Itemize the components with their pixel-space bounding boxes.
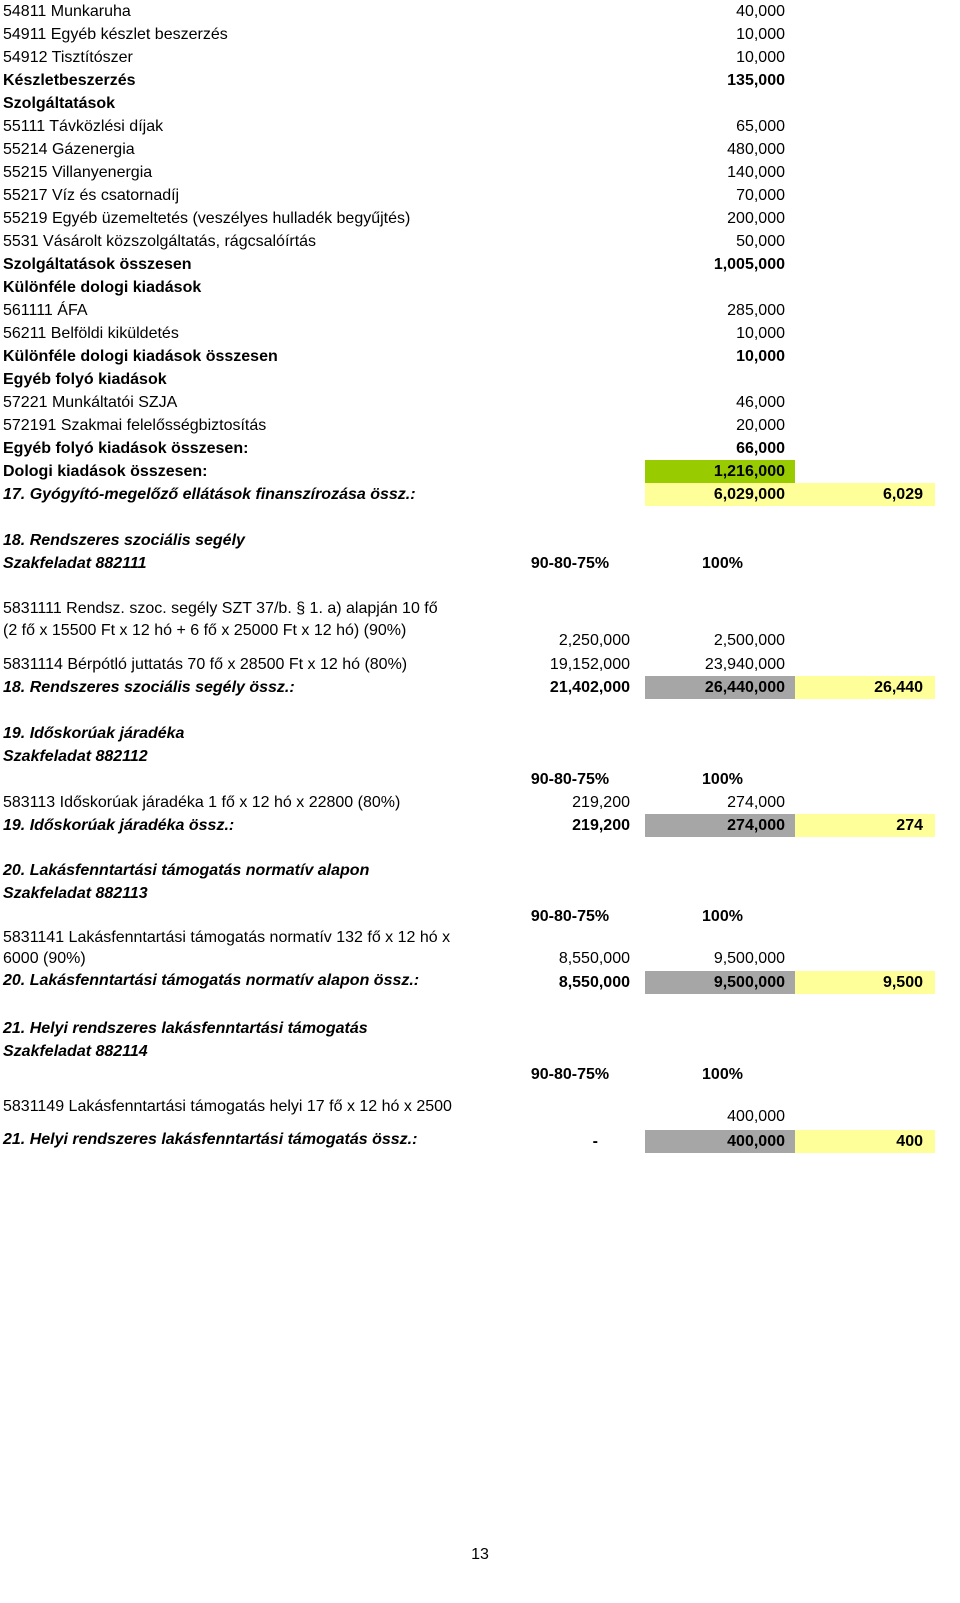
row-value: 10,000 <box>736 325 785 342</box>
table-row <box>0 230 960 253</box>
row-label: 17. Gyógyító-megelőző ellátások finanszírozása össz.: <box>3 486 416 503</box>
subtotal-row <box>0 345 960 368</box>
row-label-line2: 6000 (90%) <box>3 950 86 967</box>
row-label-line1: 5831111 Rendsz. szoc. segély SZT 37/b. § 1. a) alapján 10 fő <box>3 600 438 617</box>
row-value: 135,000 <box>727 72 785 89</box>
row-label: 20. Lakásfenntartási támogatás normatív alapon össz.: <box>3 972 420 989</box>
column-header: 90-80-75% <box>530 1066 610 1083</box>
row-value: 19,152,000 <box>549 656 630 673</box>
row-value: 274,000 <box>727 794 785 811</box>
column-header: 100% <box>702 771 743 788</box>
column-header: 100% <box>702 1066 743 1083</box>
row-value: 274,000 <box>727 817 785 834</box>
row-label: Különféle dologi kiadások összesen <box>3 348 278 365</box>
row-value-thousands: 9,500 <box>882 974 923 991</box>
table-row <box>0 391 960 414</box>
row-value: 26,440,000 <box>704 679 785 696</box>
row-value: 1,005,000 <box>713 256 785 273</box>
row-value-thousands: 26,440 <box>874 679 923 696</box>
row-label: 54912 Tisztítószer <box>3 49 133 66</box>
row-label: Dologi kiadások összesen: <box>3 463 208 480</box>
row-value: 480,000 <box>727 141 785 158</box>
row-value: 8,550,000 <box>558 974 630 991</box>
section-total-row <box>0 971 960 994</box>
row-label: 55219 Egyéb üzemeltetés (veszélyes hulladék begyűjtés) <box>3 210 411 227</box>
row-value: 46,000 <box>736 394 785 411</box>
row-label: 5831114 Bérpótló juttatás 70 fő x 28500 Ft x 12 hó (80%) <box>3 656 408 673</box>
total-row <box>0 460 960 483</box>
table-row <box>0 927 960 971</box>
row-label: 5531 Vásárolt közszolgáltatás, rágcsalóírtás <box>3 233 317 250</box>
row-value: 10,000 <box>736 348 785 365</box>
table-row <box>0 791 960 814</box>
table-row <box>0 184 960 207</box>
section-header-row <box>0 552 960 575</box>
szakfeladat-label: Szakfeladat 882113 <box>3 885 148 902</box>
row-label: 56211 Belföldi kiküldetés <box>3 325 179 342</box>
szakfeladat-label: Szakfeladat 882112 <box>3 748 148 765</box>
row-value-thousands: 400 <box>896 1133 923 1150</box>
row-value: 2,250,000 <box>558 632 630 649</box>
section-total-row <box>0 814 960 837</box>
row-label: 54911 Egyéb készlet beszerzés <box>3 26 228 43</box>
row-value: 219,200 <box>572 817 630 834</box>
section-header-row <box>0 768 960 791</box>
szakfeladat-label: Szakfeladat 882111 <box>3 555 147 572</box>
row-value: 66,000 <box>736 440 785 457</box>
row-value: 400,000 <box>727 1133 785 1150</box>
subtotal-row <box>0 69 960 92</box>
row-value: 50,000 <box>736 233 785 250</box>
table-row <box>0 46 960 69</box>
row-label: 55215 Villanyenergia <box>3 164 153 181</box>
table-row <box>0 653 960 676</box>
column-header: 90-80-75% <box>530 555 610 572</box>
row-label: 55111 Távközlési díjak <box>3 118 164 135</box>
row-value: 65,000 <box>736 118 785 135</box>
row-label: 54811 Munkaruha <box>3 3 131 20</box>
row-label: Készletbeszerzés <box>3 72 136 89</box>
row-value-thousands: 274 <box>896 817 923 834</box>
row-value: 9,500,000 <box>713 950 785 967</box>
table-row <box>0 0 960 23</box>
section-total-row <box>0 676 960 699</box>
row-value: 2,500,000 <box>713 632 785 649</box>
row-label: 19. Időskorúak járadéka össz.: <box>3 817 235 834</box>
column-header: 90-80-75% <box>530 771 610 788</box>
row-value: 219,200 <box>572 794 630 811</box>
row-value: 40,000 <box>736 3 785 20</box>
table-row <box>0 1095 960 1129</box>
section-title: 21. Helyi rendszeres lakásfenntartási támogatás <box>3 1020 368 1037</box>
table-row <box>0 23 960 46</box>
row-value: 6,029,000 <box>713 486 785 503</box>
table-row <box>0 299 960 322</box>
category-heading <box>0 92 960 115</box>
table-row <box>0 115 960 138</box>
subtotal-row <box>0 253 960 276</box>
row-label-line1: 5831141 Lakásfenntartási támogatás normatív 132 fő x 12 hó x <box>3 929 451 946</box>
row-value: 23,940,000 <box>704 656 785 673</box>
table-row <box>0 322 960 345</box>
table-row <box>0 161 960 184</box>
row-label: Szolgáltatások összesen <box>3 256 192 273</box>
row-value: 20,000 <box>736 417 785 434</box>
row-value: 70,000 <box>736 187 785 204</box>
grand-total-row <box>0 483 960 506</box>
section-header-row <box>0 905 960 928</box>
row-label: 55214 Gázenergia <box>3 141 135 158</box>
row-label: Különféle dologi kiadások <box>3 279 202 296</box>
section-total-row <box>0 1130 960 1153</box>
row-value: 9,500,000 <box>713 974 785 991</box>
row-value: 200,000 <box>727 210 785 227</box>
section-title: 20. Lakásfenntartási támogatás normatív alapon <box>3 862 370 879</box>
column-header: 100% <box>702 908 743 925</box>
row-label: 5831149 Lakásfenntartási támogatás helyi 17 fő x 12 hó x 2500 <box>3 1098 452 1115</box>
row-label: 572191 Szakmai felelősségbiztosítás <box>3 417 267 434</box>
section-header-row <box>0 1063 960 1086</box>
row-value: 400,000 <box>727 1108 785 1125</box>
table-row <box>0 207 960 230</box>
category-heading <box>0 276 960 299</box>
row-value-thousands: 6,029 <box>882 486 923 503</box>
row-label: 55217 Víz és csatornadíj <box>3 187 180 204</box>
row-label: Egyéb folyó kiadások összesen: <box>3 440 249 457</box>
column-header: 90-80-75% <box>530 908 610 925</box>
table-row <box>0 138 960 161</box>
table-row <box>0 414 960 437</box>
category-heading <box>0 368 960 391</box>
row-label: 561111 ÁFA <box>3 302 88 319</box>
column-header: 100% <box>702 555 743 572</box>
section-title: 19. Időskorúak járadéka <box>3 725 185 742</box>
subtotal-row <box>0 437 960 460</box>
row-value: 285,000 <box>727 302 785 319</box>
row-value: 10,000 <box>736 49 785 66</box>
row-value: 8,550,000 <box>558 950 630 967</box>
table-row <box>0 598 960 649</box>
szakfeladat-label: Szakfeladat 882114 <box>3 1043 148 1060</box>
row-label: 57221 Munkáltatói SZJA <box>3 394 178 411</box>
row-label: 18. Rendszeres szociális segély össz.: <box>3 679 295 696</box>
row-value: 10,000 <box>736 26 785 43</box>
row-label: Egyéb folyó kiadások <box>3 371 167 388</box>
row-value: 1,216,000 <box>713 463 785 480</box>
row-label: 583113 Időskorúak járadéka 1 fő x 12 hó x 22800 (80%) <box>3 794 401 811</box>
section-title: 18. Rendszeres szociális segély <box>3 532 245 549</box>
row-value: - <box>592 1133 598 1150</box>
page-number: 13 <box>471 1546 489 1563</box>
row-value: 140,000 <box>727 164 785 181</box>
row-label-line2: (2 fő x 15500 Ft x 12 hó + 6 fő x 25000 Ft x 12 hó) (90%) <box>3 622 407 639</box>
row-label: 21. Helyi rendszeres lakásfenntartási támogatás össz.: <box>3 1131 418 1148</box>
row-value: 21,402,000 <box>549 679 630 696</box>
row-label: Szolgáltatások <box>3 95 116 112</box>
